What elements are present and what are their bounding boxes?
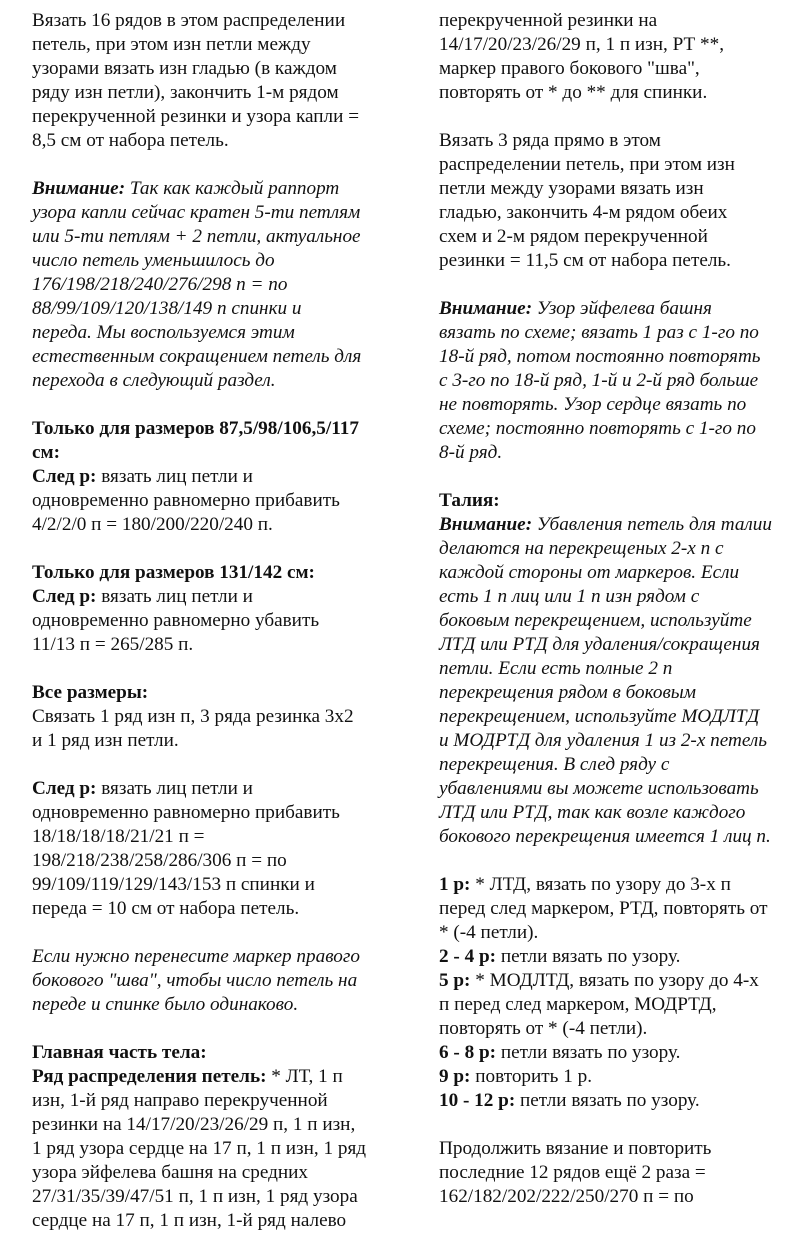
- row-label: 5 р:: [439, 970, 471, 991]
- waist-heading: Талия:: [439, 490, 500, 511]
- all-sizes-heading: Все размеры:: [32, 682, 149, 703]
- sizes1-section: [32, 417, 392, 537]
- attention-note: [32, 177, 392, 393]
- left-column: [32, 9, 392, 1257]
- row-label: 9 р:: [439, 1066, 471, 1087]
- row-instruction: [439, 1089, 801, 1113]
- distribution-label: Ряд распределения петель:: [32, 1066, 267, 1087]
- row-text: * ЛТД, вязать по узору до 3-х п перед след маркером, РТД, повторять от * (-4 петли).: [439, 874, 768, 943]
- sizes2-heading: Только для размеров 131/142 см:: [32, 562, 315, 583]
- sizes2-label: След р:: [32, 586, 97, 607]
- right-column: [439, 9, 801, 1233]
- all-sizes-section: [32, 681, 392, 753]
- all-sizes-text: Связать 1 ряд изн п, 3 ряда резинка 3х2 и 1 ряд изн петли.: [32, 706, 354, 751]
- intro-paragraph: Вязать 16 рядов в этом распределении петель, при этом изн петли между узорами вязать изн гладью (в каждом ряду изн петли), закончить 1-м рядом перекрученной резинки и узора капли = 8,5 см от набора петель.: [32, 10, 360, 151]
- row-instruction: [439, 945, 801, 969]
- marker-note: Если нужно перенесите маркер правого бокового "шва", чтобы число петель на переде и спинке было одинаково.: [32, 946, 360, 1015]
- row-text: * МОДЛТД, вязать по узору до 4-х п перед след маркером, МОДРТД, повторять от * (-4 петли).: [439, 970, 759, 1039]
- sizes1-text: вязать лиц петли и одновременно равномерно прибавить 4/2/2/0 п = 180/200/220/240 п.: [32, 466, 340, 535]
- continued-paragraph: перекрученной резинки на 14/17/20/23/26/29 п, 1 п изн, РТ **, маркер правого бокового "шва", повторять от * до ** для спинки.: [439, 10, 725, 103]
- waist-attention-text: Убавления петель для талии делаются на перекрещеных 2-х п с каждой стороны от маркеров. Если есть 1 п лиц или 1 п изн рядом с боковым перекрещением, используйте ЛТД или РТД для удаления/сокращения петли. Если есть полные 2 п перекрещения рядом в боковым перекрещением, используйте МОДЛТД и МОДРТД для удаления 1 из 2-х петель перекрещения. В след ряду с убавлениями вы можете использовать ЛТД или РТД, так как возле каждого бокового перекрещения имеется 1 лиц п.: [439, 514, 772, 847]
- row-label: 6 - 8 р:: [439, 1042, 497, 1063]
- pattern-attention-label: Внимание:: [439, 298, 533, 319]
- row-text: петли вязать по узору.: [496, 1042, 681, 1063]
- sizes1-label: След р:: [32, 466, 97, 487]
- pattern-attention-text: Узор эйфелева башня вязать по схеме; вязать 1 раз с 1-го по 18-й ряд, потом постоянно повторять с 3-го по 18-й ряд, 1-й и 2-й ряд больше не повторять. Узор сердце вязать по схеме; постоянно повторять с 1-го по 8-й ряд.: [439, 298, 761, 463]
- row-instruction: [439, 969, 801, 1041]
- row-instruction: [439, 1041, 801, 1065]
- row-instructions: [439, 873, 801, 1113]
- sizes1-heading: Только для размеров 87,5/98/106,5/117 см:: [32, 418, 359, 463]
- main-body-section: [32, 1041, 392, 1233]
- row-label: 10 - 12 р:: [439, 1090, 516, 1111]
- row-label: 1 р:: [439, 874, 471, 895]
- waist-section: [439, 489, 801, 849]
- final-paragraph: Продолжить вязание и повторить последние 12 рядов ещё 2 раза = 162/182/202/222/250/270 п = по: [439, 1138, 712, 1207]
- sizes2-section: [32, 561, 392, 657]
- next-row-label: След р:: [32, 778, 97, 799]
- next-row-text: вязать лиц петли и одновременно равномерно прибавить 18/18/18/18/21/21 п = 198/218/238/258/286/306 п = по 99/109/119/129/143/153 п спинки и переда = 10 см от набора петель.: [32, 778, 340, 919]
- next-row-section: [32, 777, 392, 921]
- main-body-heading: Главная часть тела:: [32, 1042, 207, 1063]
- row-instruction: [439, 1065, 801, 1089]
- attention-text: Так как каждый раппорт узора капли сейчас кратен 5-ти петлям или 5-ти петлям + 2 петли, актуальное число петель уменьшилось до 176/198/218/240/276/298 п = по 88/99/109/120/138/149 п спинки и переда. Мы воспользуемся этим естественным сокращением петель для перехода в следующий раздел.: [32, 178, 362, 391]
- sizes2-text: вязать лиц петли и одновременно равномерно убавить 11/13 п = 265/285 п.: [32, 586, 320, 655]
- row-text: петли вязать по узору.: [496, 946, 681, 967]
- row-text: петли вязать по узору.: [515, 1090, 700, 1111]
- row-text: повторить 1 р.: [470, 1066, 592, 1087]
- pattern-attention-note: [439, 297, 801, 465]
- waist-attention-label: Внимание:: [439, 514, 533, 535]
- attention-label: Внимание:: [32, 178, 126, 199]
- row-instruction: [439, 873, 801, 945]
- distribution-text: * ЛТ, 1 п изн, 1-й ряд направо перекрученной резинки на 14/17/20/23/26/29 п, 1 п изн, 1 ряд узора сердце на 17 п, 1 п изн, 1 ряд узора эйфелева башня на средних 27/31/35/39/47/51 п, 1 п изн, 1 ряд узора сердце на 17 п, 1 п изн, 1-й ряд налево: [32, 1066, 367, 1231]
- knit-rows-paragraph: Вязать 3 ряда прямо в этом распределении петель, при этом изн петли между узорами вязать изн гладью, закончить 4-м рядом обеих схем и 2-м рядом перекрученной резинки = 11,5 см от набора петель.: [439, 130, 735, 271]
- row-label: 2 - 4 р:: [439, 946, 497, 967]
